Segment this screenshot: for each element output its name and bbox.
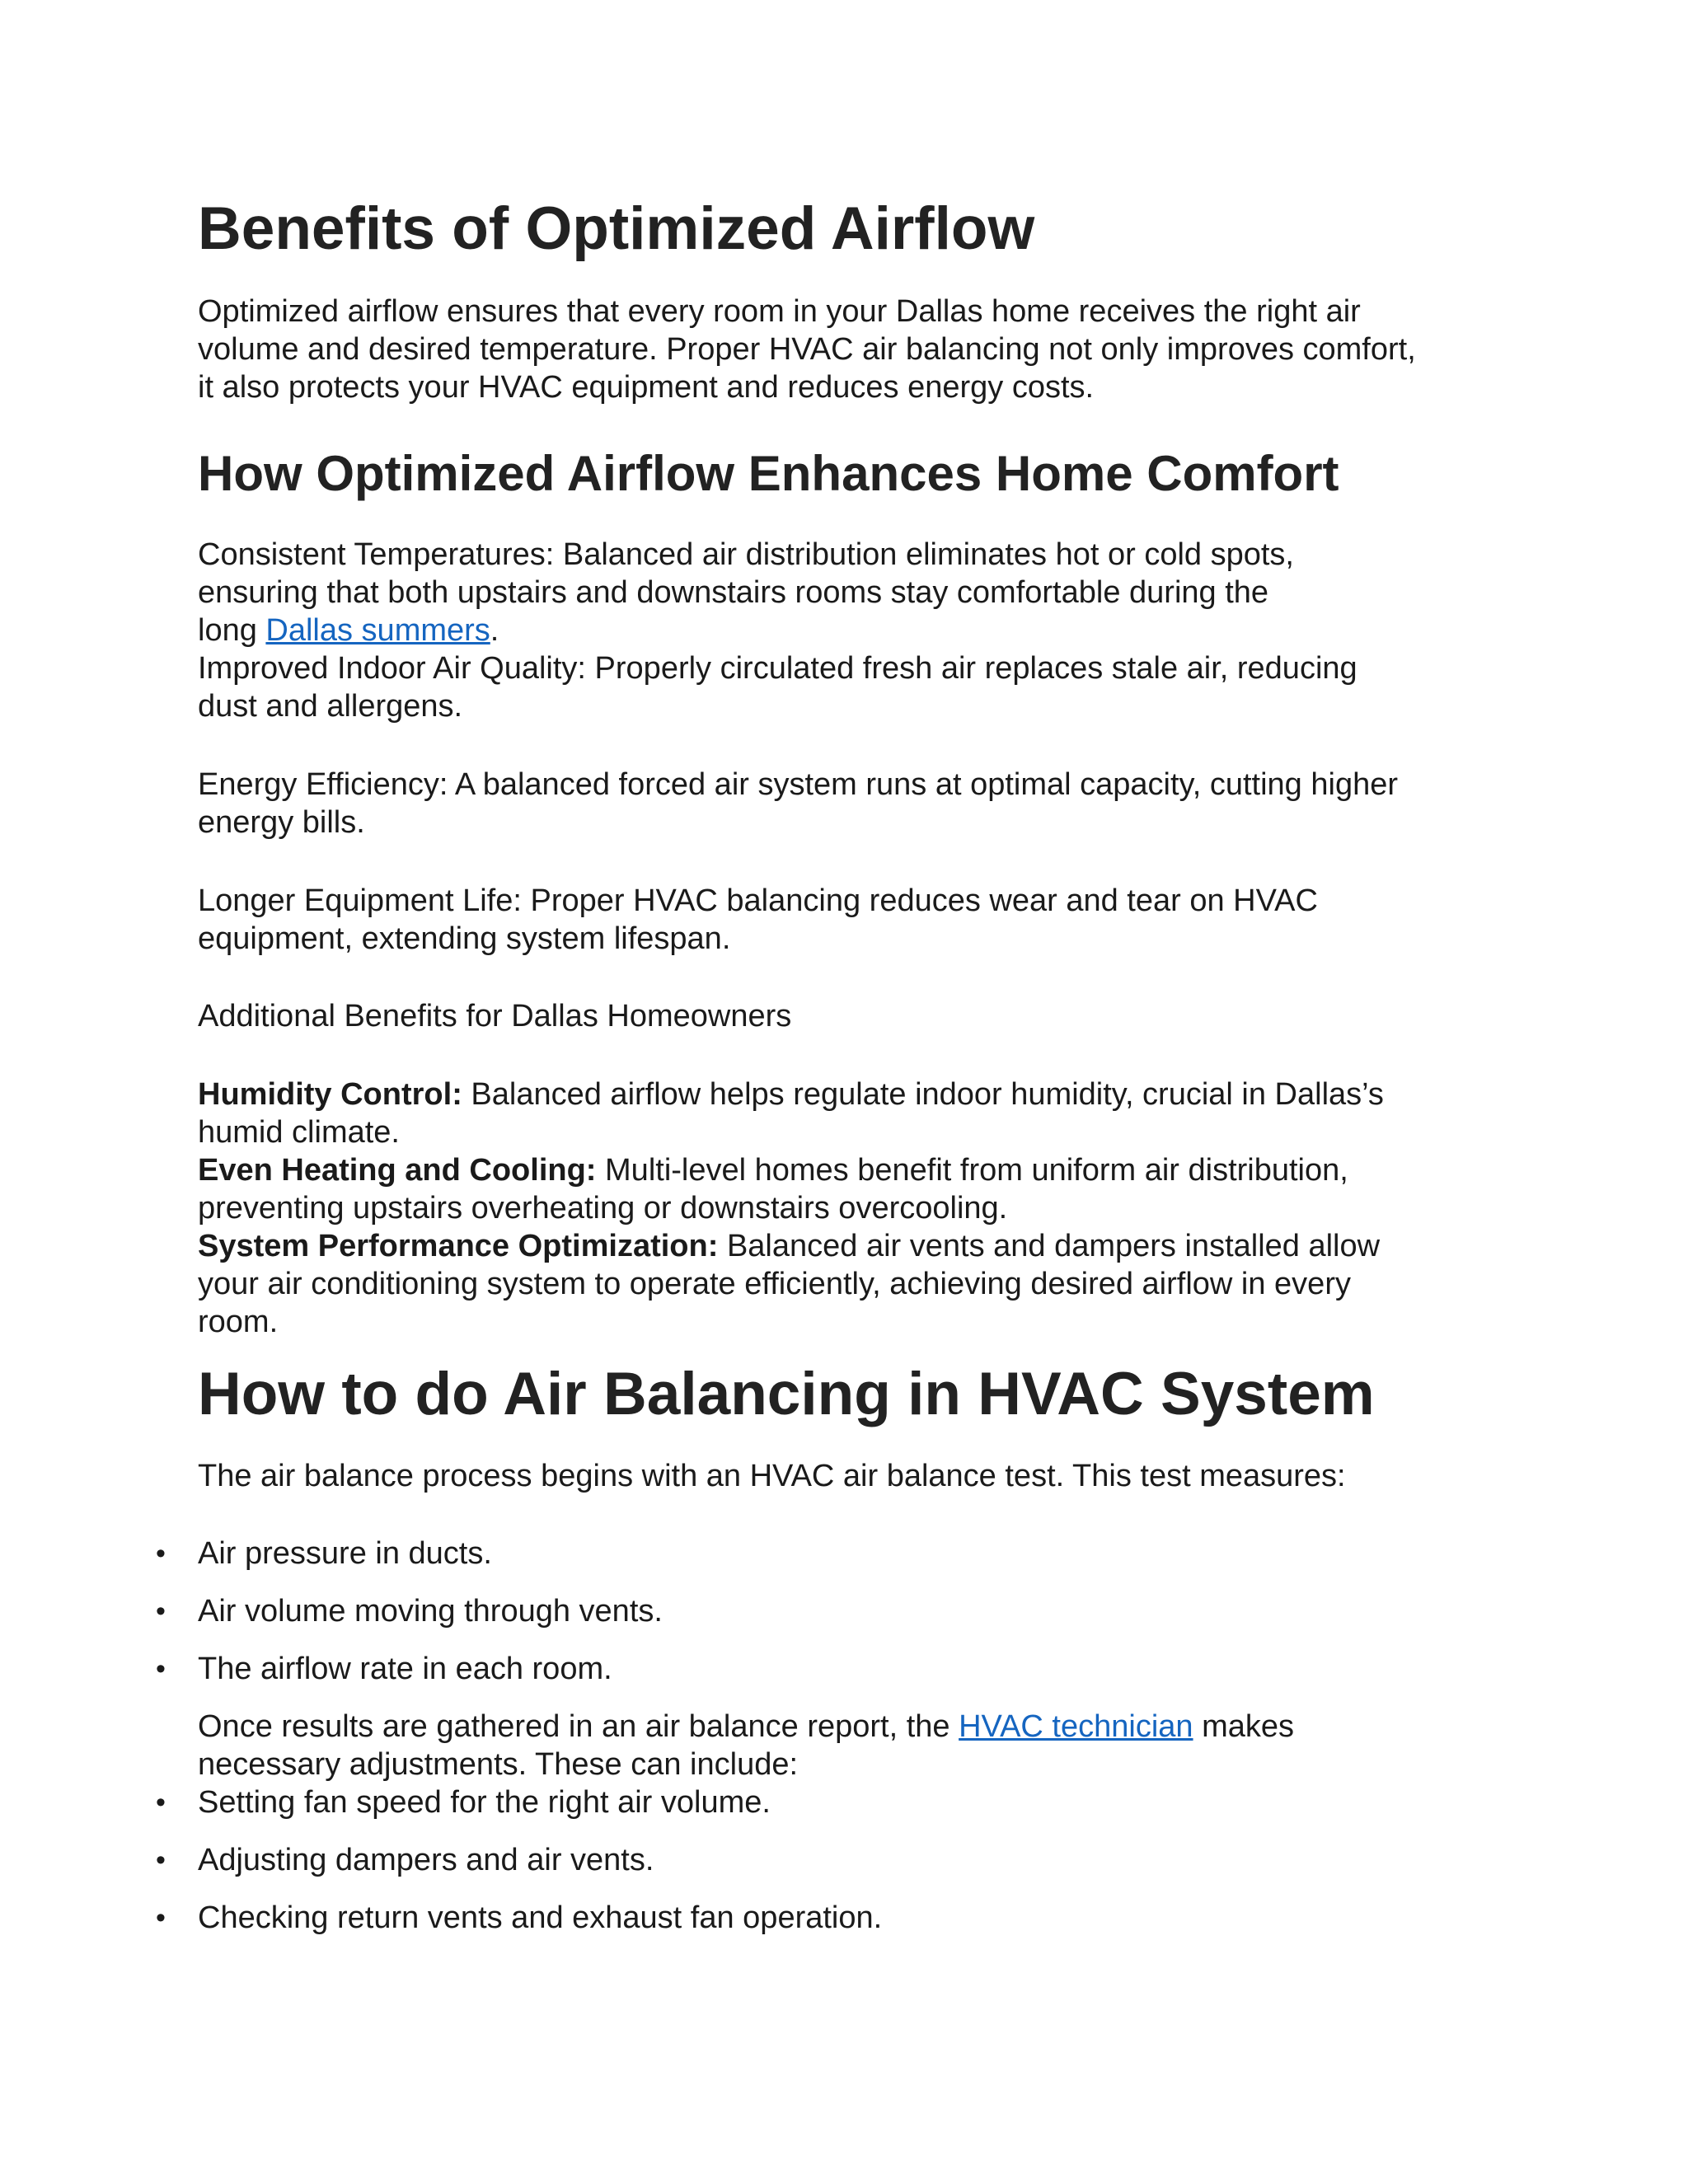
equipment-line: Longer Equipment Life: Proper HVAC balancing reduces wear and tear on HVAC xyxy=(198,883,1318,918)
energy-efficiency-paragraph xyxy=(198,766,1500,841)
long-prefix: long xyxy=(198,613,266,648)
system-performance-label: System Performance Optimization: xyxy=(198,1229,719,1263)
list-item xyxy=(156,1650,1500,1688)
list-item xyxy=(156,1841,1500,1879)
bullet-icon: • xyxy=(156,1538,166,1569)
heading-air-balancing: How to do Air Balancing in HVAC System xyxy=(198,1361,1375,1427)
system-performance-text: Balanced air vents and dampers installed allow xyxy=(718,1229,1381,1263)
even-heating-label: Even Heating and Cooling: xyxy=(198,1153,597,1188)
even-heating-line-2: preventing upstairs overheating or downstairs overcooling. xyxy=(198,1191,1008,1226)
system-performance-line xyxy=(198,1227,1500,1265)
heading-home-comfort: How Optimized Airflow Enhances Home Comfort xyxy=(198,446,1339,501)
period: . xyxy=(490,613,499,648)
consistent-line-with-link xyxy=(198,612,1500,649)
list-item xyxy=(156,1783,1500,1821)
even-heating-text: Multi-level homes benefit from uniform air distribution, xyxy=(596,1153,1348,1188)
results-line-2: necessary adjustments. These can include: xyxy=(198,1747,799,1782)
air-quality-line: dust and allergens. xyxy=(198,689,463,724)
bullet-icon: • xyxy=(156,1653,166,1685)
results-paragraph xyxy=(198,1708,1500,1783)
bullet-icon: • xyxy=(156,1902,166,1933)
list-item xyxy=(156,1899,1500,1937)
additional-benefits-list xyxy=(198,1076,1500,1341)
equipment-life-paragraph xyxy=(198,882,1500,958)
bullet-icon: • xyxy=(156,1844,166,1876)
intro-line: it also protects your HVAC equipment and reduces energy costs. xyxy=(198,370,1095,405)
energy-line: Energy Efficiency: A balanced forced air system runs at optimal capacity, cutting higher xyxy=(198,767,1399,802)
intro-line: volume and desired temperature. Proper HVAC air balancing not only improves comfort, xyxy=(198,332,1416,367)
humidity-line-2: humid climate. xyxy=(198,1115,400,1150)
list-item-text: Setting fan speed for the right air volume. xyxy=(198,1785,771,1820)
list-item xyxy=(156,1535,1500,1572)
equipment-line: equipment, extending system lifespan. xyxy=(198,921,731,956)
intro-paragraph xyxy=(198,293,1500,406)
humidity-line xyxy=(198,1076,1500,1113)
air-quality-line: Improved Indoor Air Quality: Properly circulated fresh air replaces stale air, reducing xyxy=(198,651,1357,686)
list-item-text: Air pressure in ducts. xyxy=(198,1536,492,1571)
intro-line: Optimized airflow ensures that every room in your Dallas home receives the right air xyxy=(198,294,1361,329)
additional-benefits-label xyxy=(198,997,1500,1035)
list-item-text: The airflow rate in each room. xyxy=(198,1652,612,1686)
list-item-text: Air volume moving through vents. xyxy=(198,1594,663,1629)
energy-line: energy bills. xyxy=(198,805,365,840)
results-suffix: makes xyxy=(1193,1709,1295,1744)
system-performance-line-2: your air conditioning system to operate efficiently, achieving desired airflow in every xyxy=(198,1267,1351,1301)
list-item-text: Checking return vents and exhaust fan operation. xyxy=(198,1900,883,1935)
process-intro-paragraph xyxy=(198,1457,1500,1495)
bullet-icon: • xyxy=(156,1596,166,1627)
dallas-summers-link[interactable]: Dallas summers xyxy=(265,613,490,648)
list-item-text: Adjusting dampers and air vents. xyxy=(198,1843,654,1877)
humidity-text: Balanced airflow helps regulate indoor humidity, crucial in Dallas’s xyxy=(462,1077,1384,1112)
results-line xyxy=(198,1708,1500,1746)
hvac-technician-link[interactable]: HVAC technician xyxy=(959,1709,1193,1744)
heading-benefits: Benefits of Optimized Airflow xyxy=(198,195,1035,262)
consistent-temperatures-paragraph xyxy=(198,536,1500,725)
even-heating-line xyxy=(198,1151,1500,1189)
results-prefix: Once results are gathered in an air balance report, the xyxy=(198,1709,959,1744)
humidity-label: Humidity Control: xyxy=(198,1077,462,1112)
bullet-icon: • xyxy=(156,1787,166,1818)
consistent-line: ensuring that both upstairs and downstairs rooms stay comfortable during the xyxy=(198,575,1269,610)
additional-line: Additional Benefits for Dallas Homeowners xyxy=(198,999,792,1033)
consistent-line: Consistent Temperatures: Balanced air distribution eliminates hot or cold spots, xyxy=(198,537,1294,572)
system-performance-line-3: room. xyxy=(198,1305,279,1339)
process-intro-line: The air balance process begins with an HVAC air balance test. This test measures: xyxy=(198,1459,1346,1493)
list-item xyxy=(156,1592,1500,1630)
